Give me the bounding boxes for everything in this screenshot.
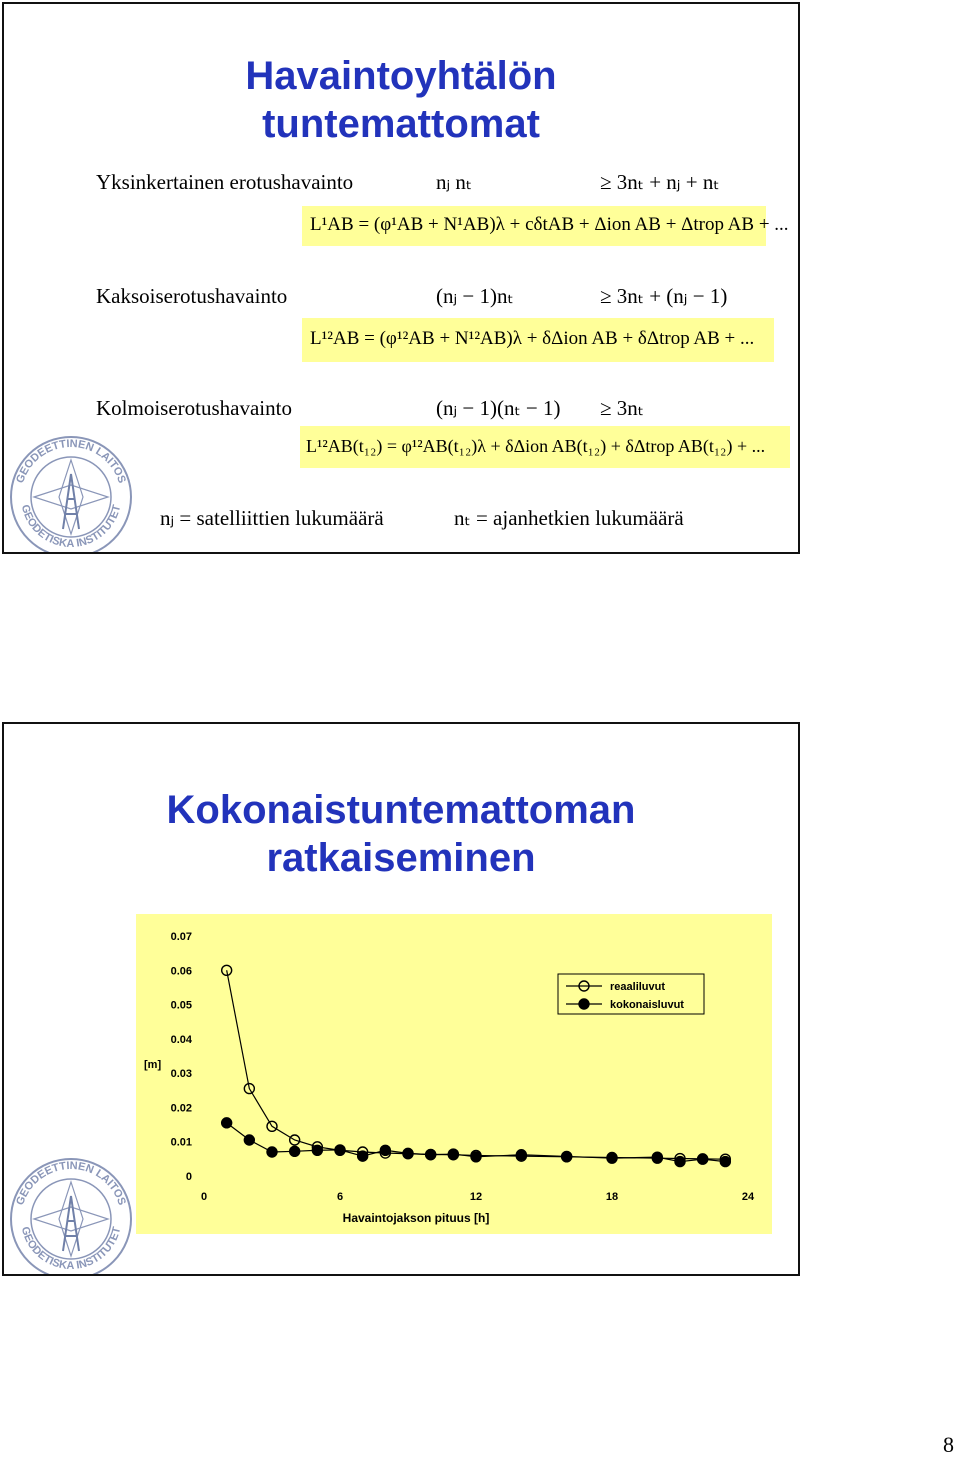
- triple-difference-observations: (nⱼ − 1)(nₜ − 1): [436, 396, 561, 420]
- note-satellites: nⱼ = satelliittien lukumäärä: [160, 506, 384, 530]
- y-tick-label: 0.06: [170, 965, 192, 978]
- y-tick-label: 0: [185, 1171, 192, 1183]
- series-point-1: [244, 1135, 254, 1145]
- series-point-1: [358, 1151, 368, 1161]
- series-point-1: [698, 1154, 708, 1164]
- series-point-1: [562, 1151, 572, 1161]
- legend-marker-1: [579, 999, 589, 1009]
- logo2-text-bottom: GEODETISKA INSTITUTET: [18, 1225, 124, 1273]
- chart-area: [136, 914, 772, 1234]
- slide1-title-line1: Havaintoyhtälön: [245, 54, 557, 98]
- logo-text-top: GEODEETTINEN LAITOS: [14, 437, 128, 485]
- x-tick-label: 24: [741, 1191, 755, 1203]
- y-tick-label: 0.02: [170, 1102, 192, 1115]
- slide2-title-line1: Kokonaistuntemattoman: [166, 788, 636, 832]
- x-tick-label: 0: [200, 1191, 208, 1203]
- institute-logo-2: [8, 1156, 134, 1276]
- y-tick-label: 0.03: [170, 1068, 192, 1081]
- series-point-0: [222, 965, 232, 975]
- double-difference-label: Kaksoiserotushavainto: [96, 284, 288, 308]
- svg-text:GEODETISKA INSTITUTET: [19, 1225, 124, 1272]
- series-point-1: [403, 1148, 413, 1158]
- double-difference-equation: L¹²AB = (φ¹²AB + N¹²AB)λ + δΔion AB + δΔtrop AB + ...: [310, 328, 755, 349]
- single-difference-equation-box: [302, 206, 789, 246]
- series-point-1: [222, 1118, 232, 1128]
- y-tick-label: 0.07: [170, 931, 192, 943]
- single-difference-unknowns: ≥ 3nₜ + nⱼ + nₜ: [600, 170, 720, 194]
- series-point-1: [675, 1157, 685, 1167]
- double-difference-unknowns: ≥ 3nₜ + (nⱼ − 1): [600, 284, 728, 308]
- triple-difference-equation-box: [300, 426, 790, 468]
- slide1-title-line2: tuntemattomat: [262, 102, 540, 146]
- double-difference-equation-box: [302, 318, 774, 362]
- x-tick-label: 18: [605, 1191, 619, 1203]
- series-point-1: [290, 1146, 300, 1156]
- logo-text-bottom: GEODETISKA INSTITUTET: [18, 503, 124, 551]
- y-tick-label: 0.04: [170, 1033, 192, 1046]
- legend-label-0: reaaliluvut: [610, 981, 666, 993]
- double-difference-observations: (nⱼ − 1)nₜ: [436, 284, 514, 308]
- series-point-1: [607, 1153, 617, 1163]
- y-tick-label: 0.01: [170, 1136, 192, 1149]
- series-point-1: [448, 1149, 458, 1159]
- x-axis-label: Havaintojakson pituus [h]: [342, 1211, 490, 1225]
- legend-label-1: kokonaisluvut: [610, 999, 684, 1011]
- logo2-text-top: GEODEETTINEN LAITOS: [14, 1159, 128, 1207]
- slide2-title-line2: ratkaiseminen: [266, 836, 536, 880]
- x-tick-label: 12: [469, 1191, 483, 1203]
- series-point-1: [267, 1147, 277, 1157]
- series-point-1: [312, 1145, 322, 1155]
- page-number: 8: [943, 1432, 954, 1457]
- svg-text:GEODETISKA INSTITUTET: [19, 503, 124, 550]
- y-tick-label: 0.05: [170, 999, 192, 1012]
- series-point-1: [426, 1150, 436, 1160]
- note-epochs: nₜ = ajanhetkien lukumäärä: [454, 506, 684, 530]
- single-difference-label: Yksinkertainen erotushavainto: [96, 170, 354, 194]
- y-axis-label: [m]: [144, 1059, 162, 1071]
- institute-logo: [8, 434, 134, 554]
- triple-difference-label: Kolmoiserotushavainto: [96, 396, 292, 420]
- series-point-1: [652, 1152, 662, 1162]
- x-tick-label: 6: [336, 1191, 344, 1203]
- series-point-1: [335, 1145, 345, 1155]
- ambiguity-chart: [136, 914, 772, 1234]
- triple-difference-equation: L¹²AB(t₁₂) = φ¹²AB(t₁₂)λ + δΔion AB(t₁₂) + δΔtrop AB(t₁₂) + ...: [306, 436, 766, 456]
- slide-ambiguity: [2, 722, 800, 1276]
- single-difference-observations: nⱼ nₜ: [436, 170, 473, 194]
- series-point-1: [380, 1145, 390, 1155]
- single-difference-equation: L¹AB = (φ¹AB + N¹AB)λ + cδtAB + Δion AB + Δtrop AB + ...: [310, 214, 789, 235]
- series-point-1: [471, 1152, 481, 1162]
- triple-difference-unknowns: ≥ 3nₜ: [600, 396, 644, 420]
- series-point-1: [516, 1150, 526, 1160]
- slide-variables: [2, 2, 800, 554]
- series-point-1: [720, 1157, 730, 1167]
